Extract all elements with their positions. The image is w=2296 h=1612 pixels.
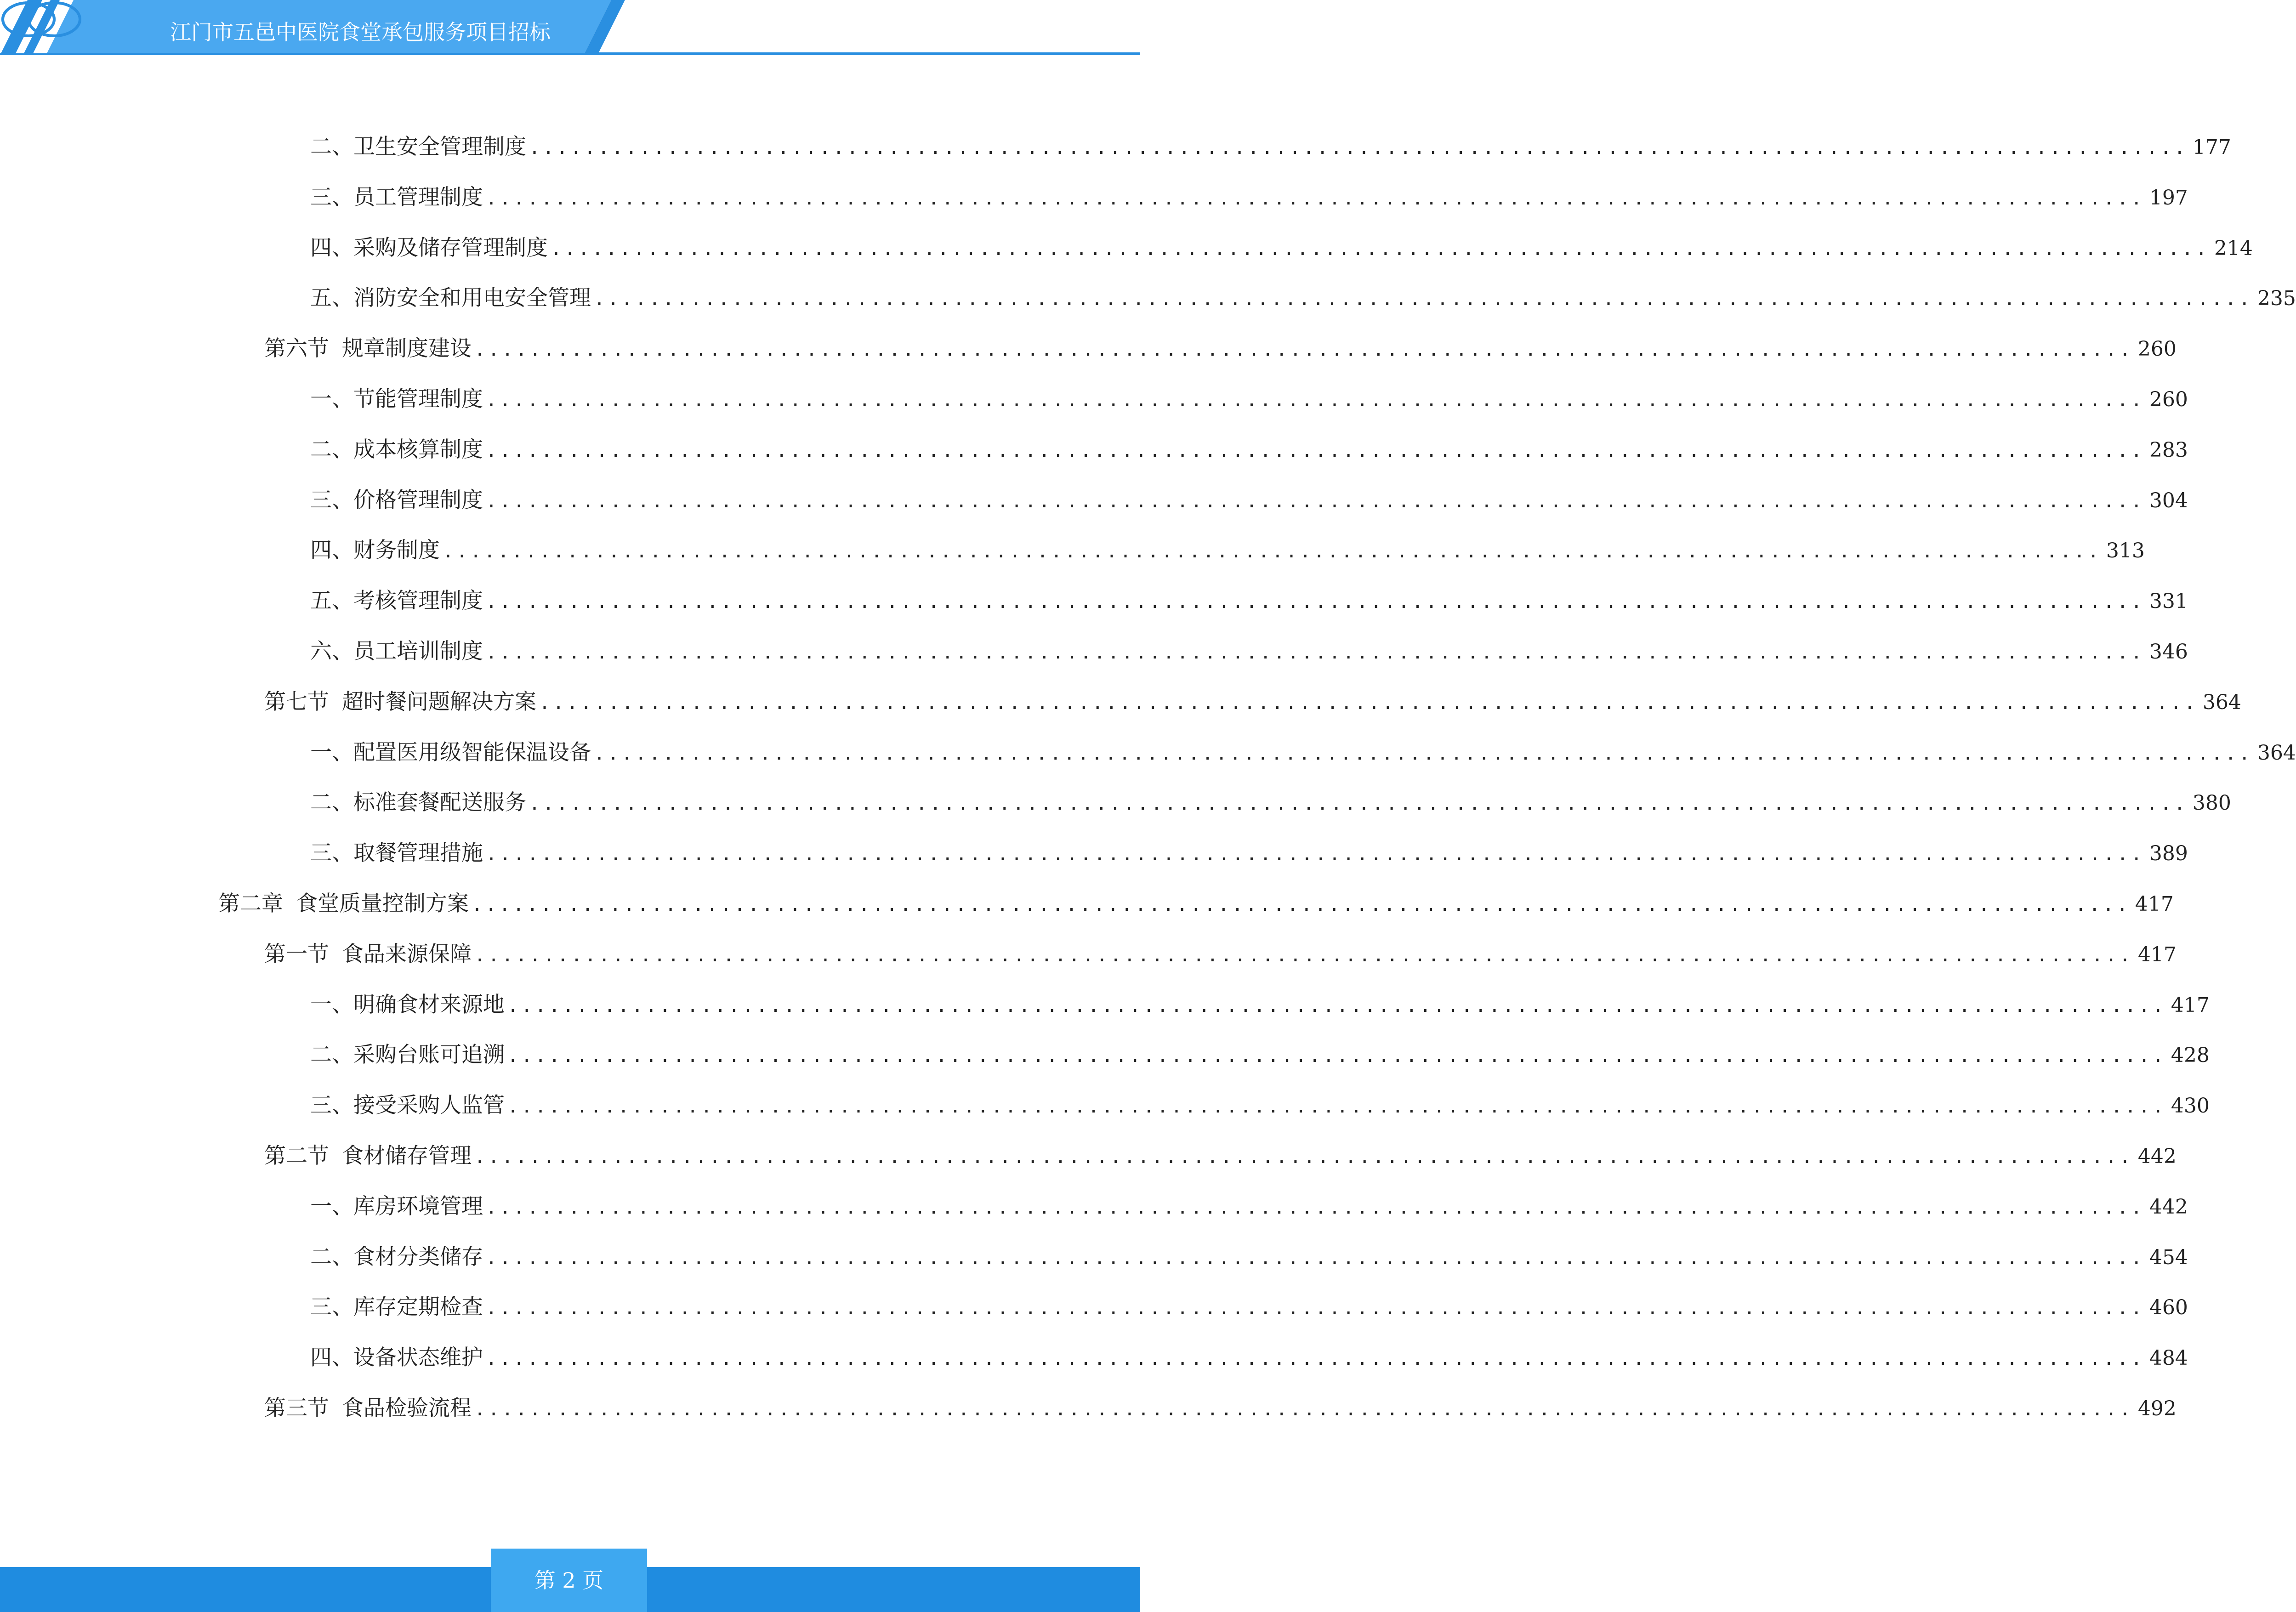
toc-entry-number: 第二节 <box>264 1143 329 1169</box>
toc-entry[interactable] <box>310 638 2188 665</box>
toc-entry[interactable] <box>310 587 2188 615</box>
toc-dot-leader: ........................................................................................................................ <box>486 844 2145 865</box>
toc-dot-leader: ........................................................................................................................ <box>474 1147 2133 1168</box>
toc-entry-title: 食材分类储存 <box>353 1244 483 1270</box>
toc-entry-number: 三、 <box>310 1093 353 1118</box>
toc-entry-title: 规章制度建设 <box>342 336 472 361</box>
toc-entry-title: 采购台账可追溯 <box>353 1042 505 1067</box>
toc-entry[interactable] <box>310 487 2188 514</box>
toc-entry-number: 四、 <box>310 538 353 563</box>
toc-entry-number: 一、 <box>310 386 353 412</box>
toc-dot-leader: ........................................................................................................................ <box>507 995 2166 1016</box>
toc-entry-page: 442 <box>2149 1195 2188 1219</box>
toc-entry-title: 员工培训制度 <box>353 639 483 664</box>
toc-entry-title: 库房环境管理 <box>353 1194 483 1219</box>
toc-entry-title: 超时餐问题解决方案 <box>342 689 536 715</box>
toc-entry[interactable] <box>310 1243 2188 1271</box>
toc-entry-page: 484 <box>2149 1346 2188 1370</box>
toc-entry-title: 明确食材来源地 <box>353 992 505 1017</box>
toc-entry[interactable] <box>310 1041 2210 1069</box>
toc-entry[interactable] <box>264 335 2177 363</box>
toc-entry-number: 六、 <box>310 639 353 664</box>
toc-dot-leader: ........................................................................................................................ <box>594 743 2253 764</box>
toc-entry[interactable] <box>264 1395 2177 1422</box>
toc-entry[interactable] <box>310 991 2210 1019</box>
toc-entry-page: 417 <box>2135 892 2174 916</box>
toc-entry-page: 304 <box>2149 489 2188 512</box>
toc-entry-number: 三、 <box>310 488 353 513</box>
toc-entry-number: 第七节 <box>264 689 329 715</box>
toc-entry-page: 346 <box>2149 640 2188 664</box>
toc-entry-title: 卫生安全管理制度 <box>353 134 526 159</box>
toc-entry[interactable] <box>264 1142 2177 1170</box>
toc-entry[interactable] <box>218 890 2174 918</box>
toc-dot-leader: ........................................................................................................................ <box>551 238 2210 260</box>
toc-entry-number: 二、 <box>310 134 353 159</box>
toc-dot-leader: ........................................................................................................................ <box>486 1248 2145 1269</box>
toc-entry[interactable] <box>264 688 2241 716</box>
toc-entry[interactable] <box>310 739 2296 766</box>
toc-dot-leader: ........................................................................................................................ <box>474 339 2133 360</box>
toc-dot-leader: ........................................................................................................................ <box>594 289 2253 310</box>
toc-entry-page: 177 <box>2192 136 2231 159</box>
toc-dot-leader: ........................................................................................................................ <box>486 1298 2145 1319</box>
toc-dot-leader: ........................................................................................................................ <box>472 894 2131 915</box>
toc-entry-title: 财务制度 <box>353 538 440 563</box>
toc-entry-page: 331 <box>2149 590 2188 613</box>
toc-entry-number: 一、 <box>310 1194 353 1219</box>
toc-dot-leader: ........................................................................................................................ <box>486 440 2145 461</box>
toc-entry[interactable] <box>310 1294 2188 1321</box>
toc-dot-leader: ........................................................................................................................ <box>474 945 2133 966</box>
toc-entry-title: 节能管理制度 <box>353 386 483 412</box>
toc-entry-title: 采购及储存管理制度 <box>353 235 548 261</box>
toc-dot-leader: ........................................................................................................................ <box>486 491 2145 512</box>
toc-entry-title: 食品检验流程 <box>342 1396 472 1421</box>
toc-entry-page: 364 <box>2202 691 2241 714</box>
toc-entry[interactable] <box>310 284 2296 312</box>
page-header <box>0 0 1140 60</box>
header-rule-left <box>0 53 597 55</box>
toc-entry[interactable] <box>310 789 2231 817</box>
toc-entry-page: 428 <box>2171 1044 2210 1067</box>
toc-entry[interactable] <box>310 840 2188 867</box>
toc-entry-page: 260 <box>2149 388 2188 411</box>
toc-entry-page: 460 <box>2149 1296 2188 1319</box>
header-rule <box>593 52 1140 55</box>
toc-entry-title: 价格管理制度 <box>353 488 483 513</box>
toc-entry[interactable] <box>310 436 2188 464</box>
toc-dot-leader: ........................................................................................................................ <box>507 1045 2166 1067</box>
toc-entry-title: 食材储存管理 <box>342 1143 472 1169</box>
toc-entry-number: 二、 <box>310 790 353 815</box>
toc-entry-page: 492 <box>2137 1397 2177 1420</box>
toc-entry-number: 五、 <box>310 588 353 613</box>
toc-entry-page: 283 <box>2149 438 2188 462</box>
toc-entry-page: 313 <box>2106 539 2145 562</box>
toc-dot-leader: ........................................................................................................................ <box>507 1096 2166 1117</box>
toc-entry-number: 三、 <box>310 840 353 866</box>
toc-entry-number: 二、 <box>310 437 353 462</box>
toc-entry-page: 364 <box>2257 741 2296 765</box>
toc-entry-number: 第二章 <box>218 891 283 916</box>
toc-dot-leader: ........................................................................................................................ <box>486 390 2145 411</box>
toc-entry-number: 第三节 <box>264 1396 329 1421</box>
toc-dot-leader: ........................................................................................................................ <box>529 137 2188 159</box>
toc-entry-title: 设备状态维护 <box>353 1345 483 1370</box>
toc-entry-title: 标准套餐配送服务 <box>353 790 526 815</box>
toc-entry-number: 五、 <box>310 285 353 311</box>
page-number: 第 2 页 <box>491 1549 647 1612</box>
toc-dot-leader: ........................................................................................................................ <box>443 541 2102 562</box>
toc-entry-page: 454 <box>2149 1246 2188 1269</box>
toc-entry-page: 442 <box>2137 1145 2177 1168</box>
toc-entry-number: 第一节 <box>264 942 329 967</box>
toc-dot-leader: ........................................................................................................................ <box>539 692 2198 714</box>
toc-entry-title: 配置医用级智能保温设备 <box>353 740 591 765</box>
toc-entry-page: 235 <box>2257 287 2296 310</box>
toc-entry-title: 取餐管理措施 <box>353 840 483 866</box>
toc-entry[interactable] <box>310 386 2188 413</box>
toc-entry-title: 食堂质量控制方案 <box>296 891 469 916</box>
toc-entry-page: 417 <box>2171 993 2210 1017</box>
toc-entry-title: 成本核算制度 <box>353 437 483 462</box>
toc-entry[interactable] <box>310 133 2231 161</box>
toc-entry-page: 214 <box>2214 237 2253 260</box>
toc-entry-number: 四、 <box>310 235 353 261</box>
toc-entry-title: 接受采购人监管 <box>353 1093 505 1118</box>
toc-entry-number: 三、 <box>310 185 353 210</box>
document-title: 江门市五邑中医院食堂承包服务项目招标 <box>170 20 551 45</box>
toc-entry-page: 417 <box>2137 943 2177 966</box>
toc-entry[interactable] <box>310 1092 2210 1119</box>
toc-entry-page: 197 <box>2149 186 2188 210</box>
toc-dot-leader: ........................................................................................................................ <box>486 591 2145 613</box>
toc-entry-number: 四、 <box>310 1345 353 1370</box>
toc-dot-leader: ........................................................................................................................ <box>486 1197 2145 1218</box>
toc-entry-page: 380 <box>2192 791 2231 815</box>
toc-entry-number: 三、 <box>310 1294 353 1320</box>
toc-entry-title: 食品来源保障 <box>342 942 472 967</box>
toc-dot-leader: ........................................................................................................................ <box>474 1399 2133 1420</box>
toc-dot-leader: ........................................................................................................................ <box>486 642 2145 663</box>
toc-dot-leader: ........................................................................................................................ <box>486 188 2145 209</box>
toc-entry[interactable] <box>310 1193 2188 1220</box>
toc-entry-title: 员工管理制度 <box>353 185 483 210</box>
toc-entry[interactable] <box>310 184 2188 211</box>
toc-dot-leader: ........................................................................................................................ <box>486 1348 2145 1369</box>
toc-entry-page: 260 <box>2137 337 2177 361</box>
toc-entry[interactable] <box>310 1344 2188 1372</box>
toc-entry-title: 消防安全和用电安全管理 <box>353 285 591 311</box>
rings-logo-icon <box>0 0 83 39</box>
toc-entry[interactable] <box>310 234 2253 262</box>
toc-entry-number: 一、 <box>310 992 353 1017</box>
toc-dot-leader: ........................................................................................................................ <box>529 793 2188 814</box>
toc-entry-number: 二、 <box>310 1042 353 1067</box>
toc-entry-number: 一、 <box>310 740 353 765</box>
toc-entry[interactable] <box>264 941 2177 968</box>
toc-entry-title: 库存定期检查 <box>353 1294 483 1320</box>
toc-entry-page: 389 <box>2149 842 2188 865</box>
toc-entry[interactable] <box>310 537 2145 564</box>
toc-entry-page: 430 <box>2171 1094 2210 1118</box>
toc-entry-number: 二、 <box>310 1244 353 1270</box>
toc-entry-title: 考核管理制度 <box>353 588 483 613</box>
toc-entry-number: 第六节 <box>264 336 329 361</box>
